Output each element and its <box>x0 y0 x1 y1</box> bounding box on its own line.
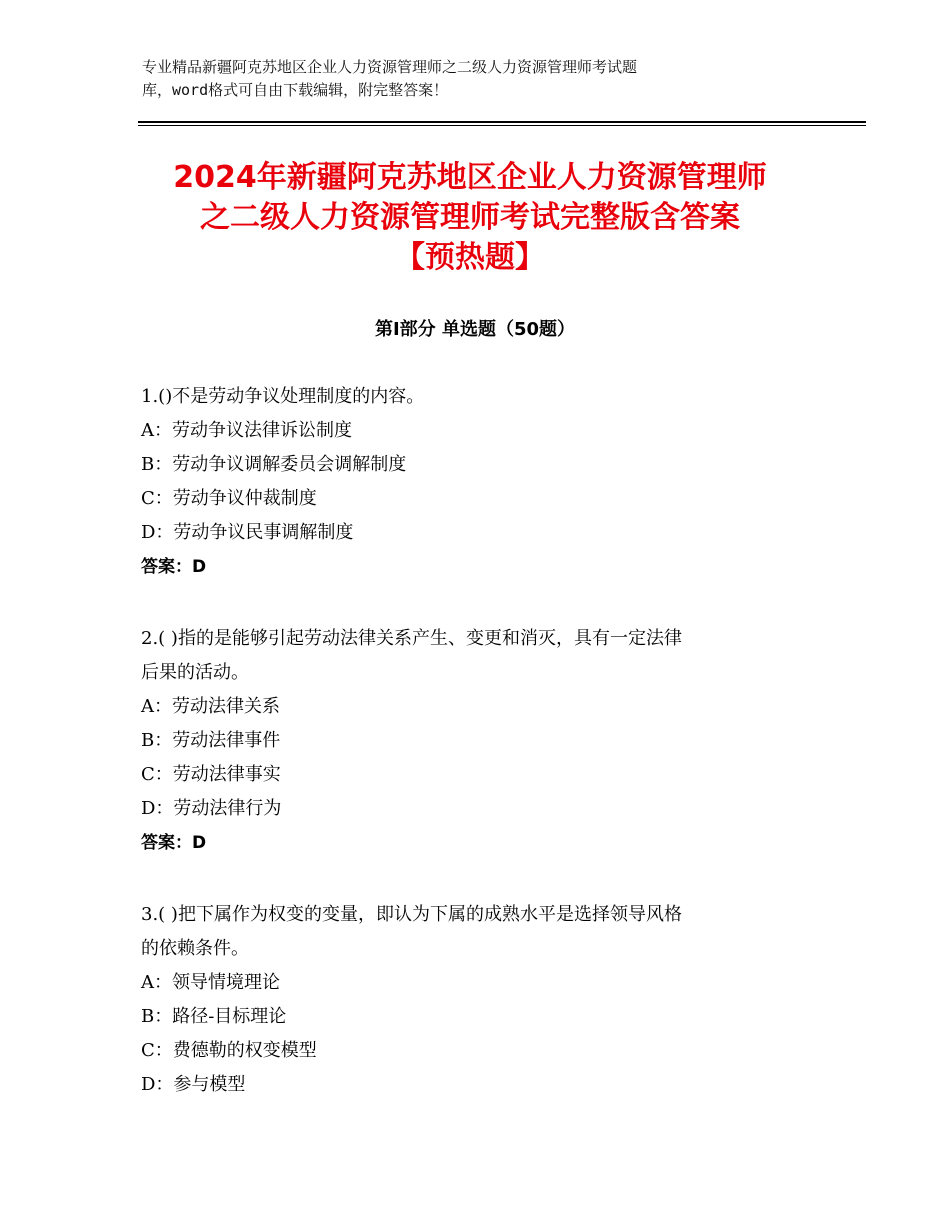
option-a: A：劳动争议法律诉讼制度 <box>141 420 352 441</box>
answer-line: 答案：D <box>141 833 207 853</box>
document-title <box>120 158 820 278</box>
header-divider-thin <box>138 125 866 126</box>
header-note-line: 库，word格式可自由下载编辑，附完整答案！ <box>142 81 449 99</box>
answer-line: 答案：D <box>141 557 207 577</box>
question-stem: 3.( )把下属作为权变的变量，即认为下属的成熟水平是选择领导风格 <box>141 904 682 925</box>
question-item <box>141 622 821 860</box>
option-c: C：费德勒的权变模型 <box>141 1040 317 1061</box>
option-c: C：劳动法律事实 <box>141 764 281 785</box>
option-b: B：路径-目标理论 <box>141 1006 287 1027</box>
option-b: B：劳动法律事件 <box>141 730 281 751</box>
option-a: A：领导情境理论 <box>141 972 280 993</box>
title-line: 2024年新疆阿克苏地区企业人力资源管理师 <box>173 160 767 195</box>
option-d: D：参与模型 <box>141 1074 246 1095</box>
option-d: D：劳动法律行为 <box>141 798 282 819</box>
header-divider-thick <box>138 121 866 123</box>
question-stem-continued: 的依赖条件。 <box>141 938 249 959</box>
question-item <box>141 380 821 584</box>
question-item <box>141 898 821 1102</box>
option-b: B：劳动争议调解委员会调解制度 <box>141 454 407 475</box>
option-c: C：劳动争议仲裁制度 <box>141 488 317 509</box>
title-line: 之二级人力资源管理师考试完整版含答案 <box>200 200 740 235</box>
header-note <box>142 56 782 102</box>
header-note-line: 专业精品新疆阿克苏地区企业人力资源管理师之二级人力资源管理师考试题 <box>142 58 638 76</box>
question-stem: 1.()不是劳动争议处理制度的内容。 <box>141 386 425 407</box>
title-line: 【预热题】 <box>395 240 545 275</box>
question-list <box>141 380 821 1140</box>
question-stem: 2.( )指的是能够引起劳动法律关系产生、变更和消灭，具有一定法律 <box>141 628 682 649</box>
section-title: 第Ⅰ部分 单选题（50题） <box>374 319 575 340</box>
option-a: A：劳动法律关系 <box>141 696 280 717</box>
option-d: D：劳动争议民事调解制度 <box>141 522 354 543</box>
question-stem-continued: 后果的活动。 <box>141 662 249 683</box>
